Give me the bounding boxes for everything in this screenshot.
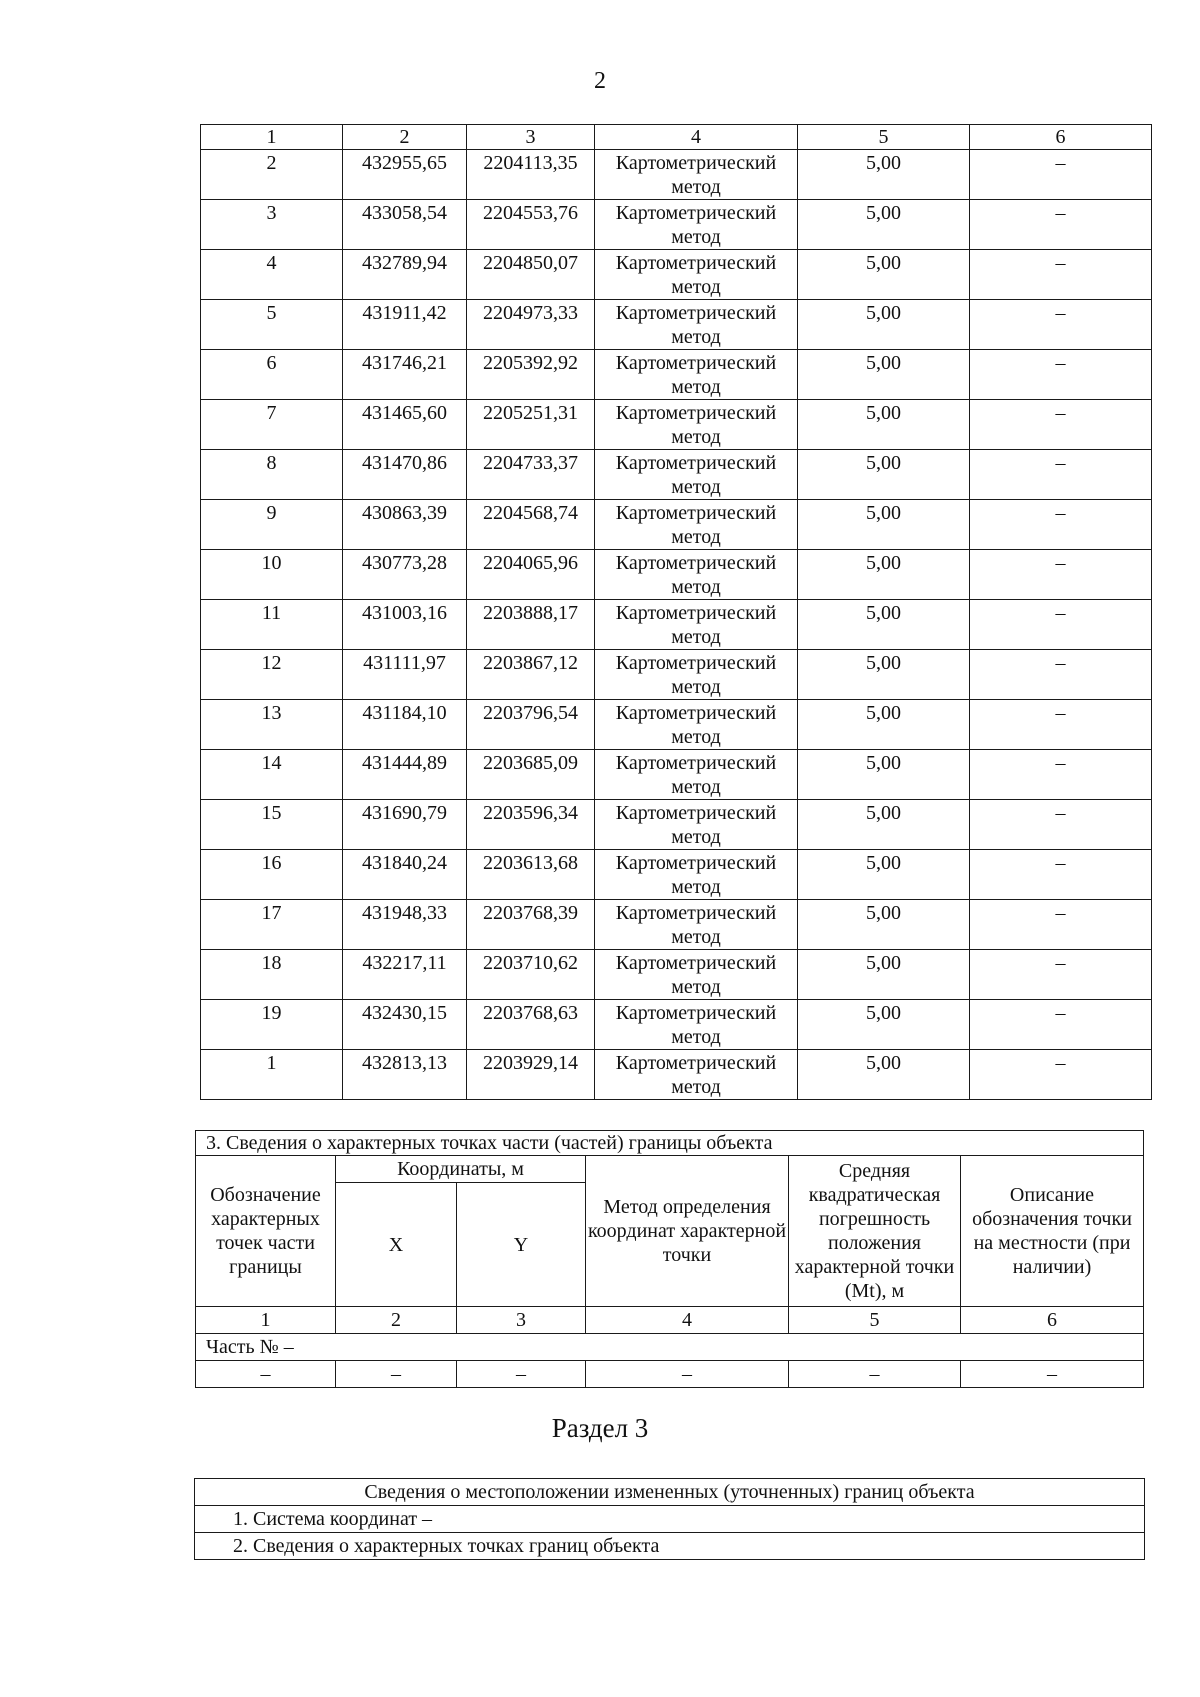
error-value-cell: 5,00 [798,250,970,300]
column-number: 4 [586,1307,789,1334]
description-cell: – [970,200,1152,250]
table-row [201,550,1152,600]
table-row [201,300,1152,350]
y-header: Y [457,1183,586,1307]
error-value-cell: 5,00 [798,450,970,500]
error-value-cell: 5,00 [798,200,970,250]
method-cell [595,350,798,400]
description-cell: – [970,400,1152,450]
method-line: Картометрический [615,502,777,524]
part-points-table [195,1130,1144,1388]
method-line: метод [671,226,721,248]
error-value-cell: 5,00 [798,850,970,900]
description-cell: – [970,1050,1152,1100]
empty-part-row [196,1361,1144,1388]
method-cell [595,900,798,950]
page-number: 2 [594,68,606,94]
table-row [201,200,1152,250]
description-cell: – [970,600,1152,650]
coordinates-header: Координаты, м [336,1156,586,1183]
x-coordinate-cell: 431840,24 [343,850,467,900]
method-line: метод [671,576,721,598]
point-number-cell: 16 [201,850,343,900]
error-value-cell: 5,00 [798,900,970,950]
y-coordinate-cell: 2203768,39 [467,900,595,950]
table-row [201,400,1152,450]
table-row [201,450,1152,500]
x-coordinate-cell: 431003,16 [343,600,467,650]
error-value-cell: 5,00 [798,750,970,800]
x-coordinate-cell: 430863,39 [343,500,467,550]
table-cell: – [586,1361,789,1388]
point-number-cell: 5 [201,300,343,350]
point-number-cell: 13 [201,700,343,750]
description-cell: – [970,150,1152,200]
method-line: метод [671,326,721,348]
y-coordinate-cell: 2203685,09 [467,750,595,800]
description-cell: – [970,650,1152,700]
method-line: Картометрический [615,652,777,674]
x-coordinate-cell: 431470,86 [343,450,467,500]
method-line: Картометрический [615,802,777,824]
error-value-cell: 5,00 [798,700,970,750]
method-cell [595,1050,798,1100]
column-number: 5 [798,125,970,150]
table-cell: – [961,1361,1144,1388]
method-line: Картометрический [615,202,777,224]
description-cell: – [970,450,1152,500]
table-row [201,750,1152,800]
error-value-cell: 5,00 [798,950,970,1000]
method-cell [595,700,798,750]
error-value-cell: 5,00 [798,350,970,400]
method-line: метод [671,426,721,448]
method-line: Картометрический [615,702,777,724]
error-header: Средняя квадратическая погрешность положения характерной точки (Mt), м [789,1156,961,1307]
method-line: Картометрический [615,302,777,324]
point-number-cell: 15 [201,800,343,850]
x-coordinate-cell: 431690,79 [343,800,467,850]
method-cell [595,300,798,350]
table-cell: – [336,1361,457,1388]
section-3-table [194,1478,1145,1560]
table-row [201,800,1152,850]
method-line: метод [671,376,721,398]
part-label: Часть № – [196,1334,1144,1361]
method-line: метод [671,926,721,948]
method-line: метод [671,826,721,848]
method-cell [595,600,798,650]
description-cell: – [970,300,1152,350]
y-coordinate-cell: 2203796,54 [467,700,595,750]
point-number-cell: 3 [201,200,343,250]
method-line: Картометрический [615,352,777,374]
point-number-cell: 4 [201,250,343,300]
table-row [201,350,1152,400]
point-number-cell: 14 [201,750,343,800]
description-cell: – [970,850,1152,900]
x-coordinate-cell: 431746,21 [343,350,467,400]
column-number: 4 [595,125,798,150]
method-cell [595,950,798,1000]
column-number: 2 [343,125,467,150]
error-value-cell: 5,00 [798,1000,970,1050]
method-line: метод [671,776,721,798]
point-number-cell: 10 [201,550,343,600]
error-value-cell: 5,00 [798,500,970,550]
section-3-caption: Сведения о местоположении измененных (уточненных) границ объекта [195,1479,1145,1506]
y-coordinate-cell: 2203768,63 [467,1000,595,1050]
x-coordinate-cell: 432217,11 [343,950,467,1000]
method-line: метод [671,876,721,898]
coordinates-table [200,124,1152,1100]
x-coordinate-cell: 431184,10 [343,700,467,750]
table-row [201,500,1152,550]
section-3-title: Раздел 3 [551,1413,649,1443]
column-number: 6 [961,1307,1144,1334]
table-row [201,900,1152,950]
method-line: Картометрический [615,602,777,624]
error-value-cell: 5,00 [798,800,970,850]
boundary-points-item: 2. Сведения о характерных точках границ объекта [195,1533,1145,1560]
x-coordinate-cell: 432789,94 [343,250,467,300]
column-number: 2 [336,1307,457,1334]
x-coordinate-cell: 433058,54 [343,200,467,250]
description-cell: – [970,500,1152,550]
table-row [201,250,1152,300]
point-number-cell: 1 [201,1050,343,1100]
description-cell: – [970,700,1152,750]
method-cell [595,400,798,450]
table-row [201,950,1152,1000]
table-row [201,150,1152,200]
x-coordinate-cell: 431948,33 [343,900,467,950]
table-row [201,600,1152,650]
table-row [201,650,1152,700]
x-coordinate-cell: 430773,28 [343,550,467,600]
point-number-cell: 17 [201,900,343,950]
x-coordinate-cell: 432955,65 [343,150,467,200]
x-header: X [336,1183,457,1307]
method-line: метод [671,526,721,548]
point-number-cell: 19 [201,1000,343,1050]
y-coordinate-cell: 2204065,96 [467,550,595,600]
error-value-cell: 5,00 [798,300,970,350]
method-line: метод [671,476,721,498]
point-number-cell: 9 [201,500,343,550]
x-coordinate-cell: 431911,42 [343,300,467,350]
y-coordinate-cell: 2204973,33 [467,300,595,350]
method-line: метод [671,676,721,698]
column-numbers-row [201,125,1152,150]
designation-header: Обозначение характерных точек части границы [196,1156,336,1307]
y-coordinate-cell: 2204553,76 [467,200,595,250]
description-cell: – [970,800,1152,850]
part-section-title: 3. Сведения о характерных точках части (частей) границы объекта [196,1131,1144,1156]
description-cell: – [970,750,1152,800]
y-coordinate-cell: 2204568,74 [467,500,595,550]
point-number-cell: 12 [201,650,343,700]
method-line: Картометрический [615,552,777,574]
method-line: метод [671,1076,721,1098]
method-cell [595,800,798,850]
method-line: Картометрический [615,852,777,874]
error-value-cell: 5,00 [798,550,970,600]
method-line: Картометрический [615,1002,777,1024]
method-line: Картометрический [615,252,777,274]
description-cell: – [970,1000,1152,1050]
description-cell: – [970,250,1152,300]
y-coordinate-cell: 2204113,35 [467,150,595,200]
coordinate-system-item: 1. Система координат – [195,1506,1145,1533]
point-number-cell: 2 [201,150,343,200]
point-number-cell: 18 [201,950,343,1000]
method-line: Картометрический [615,152,777,174]
method-cell [595,500,798,550]
error-value-cell: 5,00 [798,150,970,200]
point-number-cell: 8 [201,450,343,500]
y-coordinate-cell: 2203613,68 [467,850,595,900]
x-coordinate-cell: 431465,60 [343,400,467,450]
x-coordinate-cell: 432430,15 [343,1000,467,1050]
y-coordinate-cell: 2205392,92 [467,350,595,400]
table-row [201,1000,1152,1050]
method-line: метод [671,726,721,748]
column-number: 5 [789,1307,961,1334]
description-cell: – [970,950,1152,1000]
point-number-cell: 6 [201,350,343,400]
column-number: 3 [457,1307,586,1334]
method-cell [595,650,798,700]
column-number: 1 [201,125,343,150]
method-line: Картометрический [615,952,777,974]
x-coordinate-cell: 431444,89 [343,750,467,800]
method-cell [595,850,798,900]
table-row [201,850,1152,900]
method-line: метод [671,176,721,198]
y-coordinate-cell: 2203596,34 [467,800,595,850]
method-cell [595,450,798,500]
method-cell [595,150,798,200]
error-value-cell: 5,00 [798,650,970,700]
column-numbers-row [196,1307,1144,1334]
table-cell: – [789,1361,961,1388]
table-cell: – [196,1361,336,1388]
y-coordinate-cell: 2203929,14 [467,1050,595,1100]
table-row [201,700,1152,750]
table-cell: – [457,1361,586,1388]
x-coordinate-cell: 432813,13 [343,1050,467,1100]
method-cell [595,550,798,600]
description-cell: – [970,550,1152,600]
method-line: метод [671,276,721,298]
column-number: 6 [970,125,1152,150]
method-line: Картометрический [615,402,777,424]
method-line: метод [671,626,721,648]
y-coordinate-cell: 2205251,31 [467,400,595,450]
description-cell: – [970,900,1152,950]
method-cell [595,200,798,250]
y-coordinate-cell: 2204850,07 [467,250,595,300]
point-number-cell: 11 [201,600,343,650]
method-cell [595,1000,798,1050]
method-line: Картометрический [615,752,777,774]
description-cell: – [970,350,1152,400]
method-line: Картометрический [615,1052,777,1074]
error-value-cell: 5,00 [798,1050,970,1100]
point-number-cell: 7 [201,400,343,450]
error-value-cell: 5,00 [798,400,970,450]
y-coordinate-cell: 2203710,62 [467,950,595,1000]
table-row [201,1050,1152,1100]
column-number: 1 [196,1307,336,1334]
method-header: Метод определения координат характерной точки [586,1156,789,1307]
column-number: 3 [467,125,595,150]
description-header: Описание обозначения точки на местности (при наличии) [961,1156,1144,1307]
method-line: метод [671,1026,721,1048]
method-cell [595,250,798,300]
method-line: Картометрический [615,902,777,924]
x-coordinate-cell: 431111,97 [343,650,467,700]
error-value-cell: 5,00 [798,600,970,650]
method-cell [595,750,798,800]
y-coordinate-cell: 2204733,37 [467,450,595,500]
method-line: Картометрический [615,452,777,474]
y-coordinate-cell: 2203867,12 [467,650,595,700]
y-coordinate-cell: 2203888,17 [467,600,595,650]
method-line: метод [671,976,721,998]
